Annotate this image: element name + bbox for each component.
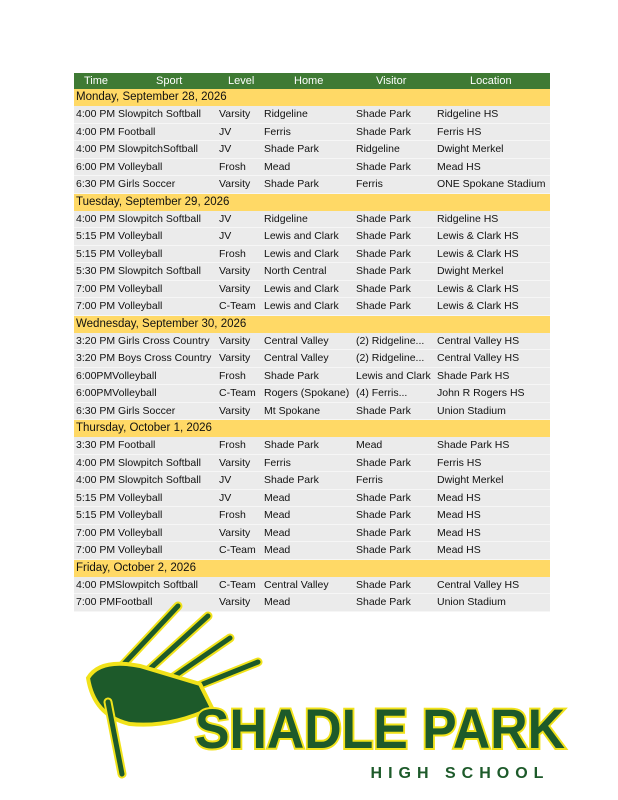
table-row: [74, 263, 550, 281]
cell-time-sport: 6:00 PM Volleyball: [76, 160, 163, 173]
cell-time-sport: 6:00PMVolleyball: [76, 387, 157, 399]
cell-level: Varsity: [219, 526, 251, 539]
cell-location: Lewis & Clark HS: [437, 300, 519, 312]
cell-home: Shade Park: [264, 143, 319, 155]
cell-visitor: Shade Park: [356, 300, 411, 312]
cell-level: JV: [219, 125, 232, 138]
cell-time-sport: 7:00 PM Volleyball: [76, 282, 163, 295]
table-row: [74, 525, 550, 543]
schedule-table: [74, 73, 550, 612]
cell-level: JV: [219, 491, 232, 504]
table-row: [74, 106, 550, 124]
table-row: [74, 455, 550, 473]
cell-level: Varsity: [219, 404, 251, 417]
cell-level: Varsity: [219, 334, 251, 347]
cell-visitor: Shade Park: [356, 456, 411, 469]
cell-visitor: Shade Park: [356, 125, 411, 138]
table-row: [74, 577, 550, 595]
header-sport: Sport: [156, 75, 183, 87]
cell-location: Dwight Merkel: [437, 143, 504, 155]
cell-visitor: Shade Park: [356, 404, 411, 417]
cell-home: Lewis and Clark: [264, 230, 339, 242]
table-row: [74, 211, 550, 229]
cell-visitor: Shade Park: [356, 596, 411, 608]
table-row: [74, 385, 550, 403]
cell-location: Mead HS: [437, 491, 481, 504]
cell-location: Lewis & Clark HS: [437, 230, 519, 242]
cell-level: C-Team: [219, 578, 256, 591]
cell-location: Ferris HS: [437, 456, 482, 469]
cell-visitor: Ferris: [356, 474, 383, 486]
cell-home: Shade Park: [264, 474, 319, 486]
cell-home: Ferris: [264, 125, 291, 138]
cell-home: Shade Park: [264, 369, 319, 382]
cell-level: Frosh: [219, 439, 246, 451]
cell-time-sport: 4:00 PM SlowpitchSoftball: [76, 143, 198, 155]
cell-level: Varsity: [219, 108, 251, 120]
cell-home: Lewis and Clark: [264, 247, 339, 260]
table-row: [74, 228, 550, 246]
day-header: Wednesday, September 30, 2026: [74, 316, 550, 333]
cell-level: Varsity: [219, 352, 251, 364]
cell-home: Mead: [264, 491, 291, 504]
cell-location: Shade Park HS: [437, 369, 510, 382]
cell-location: Central Valley HS: [437, 334, 520, 347]
cell-location: Union Stadium: [437, 404, 506, 417]
cell-location: Mead HS: [437, 509, 481, 521]
cell-home: Ridgeline: [264, 108, 308, 120]
cell-time-sport: 5:30 PM Slowpitch Softball: [76, 265, 201, 277]
cell-location: ONE Spokane Stadium: [437, 178, 546, 190]
table-row: [74, 490, 550, 508]
table-row: [74, 333, 550, 351]
cell-level: JV: [219, 230, 232, 242]
table-row: [74, 176, 550, 194]
cell-visitor: Shade Park: [356, 526, 411, 539]
table-row: [74, 403, 550, 421]
cell-home: Mead: [264, 544, 291, 556]
day-header: Tuesday, September 29, 2026: [74, 194, 550, 211]
cell-location: Shade Park HS: [437, 439, 510, 451]
cell-level: Varsity: [219, 265, 251, 277]
cell-visitor: Shade Park: [356, 509, 411, 521]
cell-home: Central Valley: [264, 578, 329, 591]
cell-home: Mead: [264, 160, 291, 173]
cell-location: Mead HS: [437, 160, 481, 173]
cell-time-sport: 7:00 PMFootball: [76, 596, 153, 608]
table-row: [74, 124, 550, 142]
table-row: [74, 507, 550, 525]
table-row: [74, 159, 550, 177]
cell-visitor: (2) Ridgeline...: [356, 352, 425, 364]
cell-home: Shade Park: [264, 439, 319, 451]
cell-visitor: Shade Park: [356, 491, 411, 504]
cell-home: Central Valley: [264, 334, 329, 347]
table-row: [74, 437, 550, 455]
header-home: Home: [294, 75, 324, 87]
cell-location: Ferris HS: [437, 125, 482, 138]
cell-location: Ridgeline HS: [437, 212, 499, 225]
cell-time-sport: 5:15 PM Volleyball: [76, 509, 163, 521]
cell-location: Central Valley HS: [437, 578, 520, 591]
header-time: Time: [84, 75, 109, 87]
cell-time-sport: 6:30 PM Girls Soccer: [76, 178, 176, 190]
cell-home: Mt Spokane: [264, 404, 321, 417]
day-header: Thursday, October 1, 2026: [74, 420, 550, 437]
cell-home: Ferris: [264, 456, 291, 469]
cell-level: Varsity: [219, 282, 251, 295]
cell-location: John R Rogers HS: [437, 387, 525, 399]
cell-time-sport: 7:00 PM Volleyball: [76, 544, 163, 556]
table-row: [74, 246, 550, 264]
table-row: [74, 141, 550, 159]
header-visitor: Visitor: [376, 75, 407, 87]
cell-time-sport: 6:00PMVolleyball: [76, 369, 157, 382]
cell-level: C-Team: [219, 300, 256, 312]
cell-time-sport: 7:00 PM Volleyball: [76, 300, 163, 312]
cell-time-sport: 4:00 PM Slowpitch Softball: [76, 212, 201, 225]
cell-visitor: Shade Park: [356, 108, 411, 120]
logo-subtitle: HIGH SCHOOL: [370, 765, 550, 782]
cell-level: JV: [219, 474, 232, 486]
table-row: [74, 472, 550, 490]
cell-location: Lewis & Clark HS: [437, 282, 519, 295]
cell-time-sport: 4:00 PMSlowpitch Softball: [76, 578, 198, 591]
cell-visitor: Shade Park: [356, 282, 411, 295]
cell-location: Mead HS: [437, 544, 481, 556]
table-row: [74, 298, 550, 316]
cell-home: North Central: [264, 265, 327, 277]
cell-location: Ridgeline HS: [437, 108, 499, 120]
shadle-park-logo: [80, 598, 565, 788]
cell-home: Mead: [264, 596, 291, 608]
cell-visitor: (4) Ferris...: [356, 387, 408, 399]
cell-home: Lewis and Clark: [264, 282, 339, 295]
cell-location: Mead HS: [437, 526, 481, 539]
cell-level: Frosh: [219, 247, 246, 260]
cell-home: Ridgeline: [264, 212, 308, 225]
cell-time-sport: 4:00 PM Slowpitch Softball: [76, 456, 201, 469]
day-header: Monday, September 28, 2026: [74, 89, 550, 106]
cell-level: Frosh: [219, 509, 246, 521]
cell-time-sport: 4:00 PM Slowpitch Softball: [76, 108, 201, 120]
cell-level: C-Team: [219, 544, 256, 556]
table-row: [74, 368, 550, 386]
cell-visitor: Shade Park: [356, 230, 411, 242]
cell-visitor: Shade Park: [356, 247, 411, 260]
cell-visitor: Shade Park: [356, 544, 411, 556]
cell-visitor: Shade Park: [356, 265, 411, 277]
cell-time-sport: 7:00 PM Volleyball: [76, 526, 163, 539]
table-row: [74, 350, 550, 368]
cell-time-sport: 4:00 PM Football: [76, 125, 156, 138]
cell-time-sport: 3:30 PM Football: [76, 439, 156, 451]
cell-level: Varsity: [219, 456, 251, 469]
day-header: Friday, October 2, 2026: [74, 560, 550, 577]
table-row: [74, 542, 550, 560]
cell-visitor: Lewis and Clark: [356, 369, 431, 382]
cell-level: JV: [219, 143, 232, 155]
cell-time-sport: 3:20 PM Girls Cross Country: [76, 334, 210, 347]
header-location: Location: [470, 75, 512, 87]
table-header: [74, 73, 550, 89]
cell-visitor: (2) Ridgeline...: [356, 334, 425, 347]
cell-home: Shade Park: [264, 178, 319, 190]
cell-time-sport: 6:30 PM Girls Soccer: [76, 404, 176, 417]
cell-level: Frosh: [219, 160, 246, 173]
cell-location: Union Stadium: [437, 596, 506, 608]
cell-time-sport: 3:20 PM Boys Cross Country: [76, 352, 212, 364]
cell-level: Frosh: [219, 369, 246, 382]
cell-time-sport: 5:15 PM Volleyball: [76, 230, 163, 242]
cell-home: Mead: [264, 526, 291, 539]
table-row: [74, 281, 550, 299]
cell-location: Dwight Merkel: [437, 265, 504, 277]
cell-visitor: Ferris: [356, 178, 383, 190]
header-level: Level: [228, 75, 255, 87]
cell-home: Rogers (Spokane): [264, 387, 350, 399]
cell-time-sport: 5:15 PM Volleyball: [76, 491, 163, 504]
cell-visitor: Mead: [356, 439, 383, 451]
cell-home: Central Valley: [264, 352, 329, 364]
cell-visitor: Shade Park: [356, 212, 411, 225]
cell-level: Varsity: [219, 178, 251, 190]
cell-location: Dwight Merkel: [437, 474, 504, 486]
cell-location: Lewis & Clark HS: [437, 247, 519, 260]
cell-visitor: Ridgeline: [356, 143, 400, 155]
cell-time-sport: 4:00 PM Slowpitch Softball: [76, 474, 201, 486]
cell-visitor: Shade Park: [356, 160, 411, 173]
cell-visitor: Shade Park: [356, 578, 411, 591]
cell-level: C-Team: [219, 387, 256, 399]
logo-name: SHADLE PARK: [195, 697, 565, 760]
cell-level: Varsity: [219, 596, 251, 608]
cell-time-sport: 5:15 PM Volleyball: [76, 247, 163, 260]
cell-home: Mead: [264, 509, 291, 521]
cell-home: Lewis and Clark: [264, 300, 339, 312]
cell-location: Central Valley HS: [437, 352, 520, 364]
cell-level: JV: [219, 212, 232, 225]
table-body: [74, 89, 550, 612]
